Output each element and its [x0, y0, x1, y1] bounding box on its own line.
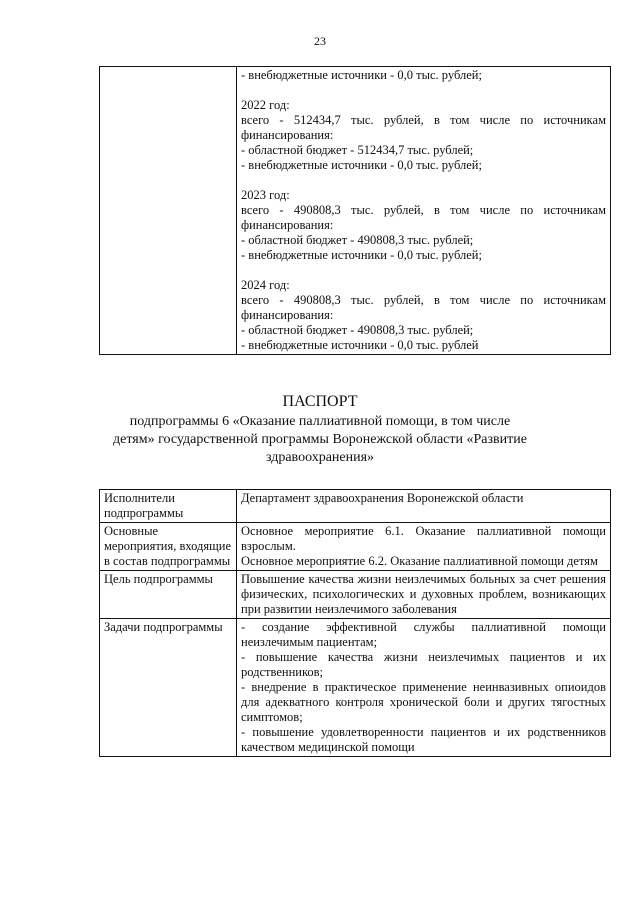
funding-year-block: [241, 278, 606, 353]
row-label: Цель подпрограммы: [100, 571, 237, 619]
row-value: [237, 619, 611, 757]
row-line: - повышение удовлетворенности пациентов и их родственников качеством медицинской помощи: [241, 725, 606, 754]
row-label: Исполнители подпрограммы: [100, 490, 237, 523]
row-label: Задачи подпрограммы: [100, 619, 237, 757]
funding-line: - внебюджетные источники - 0,0 тыс. рублей;: [241, 158, 482, 172]
row-line: - внедрение в практическое применение неинвазивных опиоидов для адекватного контроля хронической боли и других тягостных симптомов;: [241, 680, 606, 724]
table-row: [100, 523, 611, 571]
table-row: [100, 571, 611, 619]
funding-year-block: [241, 188, 606, 263]
row-line: Основное мероприятие 6.2. Оказание паллиативной помощи детям: [241, 554, 598, 568]
row-value: [237, 490, 611, 523]
row-line: Основное мероприятие 6.1. Оказание паллиативной помощи взрослым.: [241, 524, 606, 553]
funding-value-cell: [237, 67, 611, 355]
table-row: [100, 490, 611, 523]
funding-line: - внебюджетные источники - 0,0 тыс. рублей;: [241, 68, 482, 82]
table-row: [100, 67, 611, 355]
funding-year-block: [241, 98, 606, 173]
funding-line: всего - 490808,3 тыс. рублей, в том числе по источникам финансирования:: [241, 293, 606, 322]
funding-line: всего - 512434,7 тыс. рублей, в том числе по источникам финансирования:: [241, 113, 606, 142]
row-label: Основные мероприятия, входящие в состав подпрограммы: [100, 523, 237, 571]
funding-line: - областной бюджет - 512434,7 тыс. рублей;: [241, 143, 474, 157]
funding-table: [99, 66, 611, 355]
funding-year: 2022 год:: [241, 98, 290, 112]
funding-line: - областной бюджет - 490808,3 тыс. рублей;: [241, 233, 474, 247]
row-line: Департамент здравоохранения Воронежской области: [241, 491, 524, 505]
row-line: - создание эффективной службы паллиативной помощи неизлечимым пациентам;: [241, 620, 606, 649]
passport-title: ПАСПОРТ: [282, 393, 358, 410]
row-line: - повышение качества жизни неизлечимых пациентов и их родственников;: [241, 650, 606, 679]
funding-label-cell: [100, 67, 237, 355]
page-number: 23: [314, 34, 326, 48]
row-line: Повышение качества жизни неизлечимых больных за счет решения физических, психологических и духовных проблем, возникающих при развитии неизлечимого заболевания: [241, 572, 606, 616]
passport-subtitle: подпрограммы 6 «Оказание паллиативной помощи, в том числе детям» государственной программы Воронежской области «Развитие здравоохранения»: [113, 414, 527, 465]
passport-table: [99, 489, 611, 757]
funding-year: 2023 год:: [241, 188, 290, 202]
funding-line: - внебюджетные источники - 0,0 тыс. рублей: [241, 338, 479, 352]
funding-year: 2024 год:: [241, 278, 290, 292]
funding-top-block: [241, 68, 606, 83]
funding-line: - внебюджетные источники - 0,0 тыс. рублей;: [241, 248, 482, 262]
funding-line: - областной бюджет - 490808,3 тыс. рублей;: [241, 323, 474, 337]
row-value: [237, 523, 611, 571]
table-row: [100, 619, 611, 757]
funding-line: всего - 490808,3 тыс. рублей, в том числе по источникам финансирования:: [241, 203, 606, 232]
row-value: [237, 571, 611, 619]
